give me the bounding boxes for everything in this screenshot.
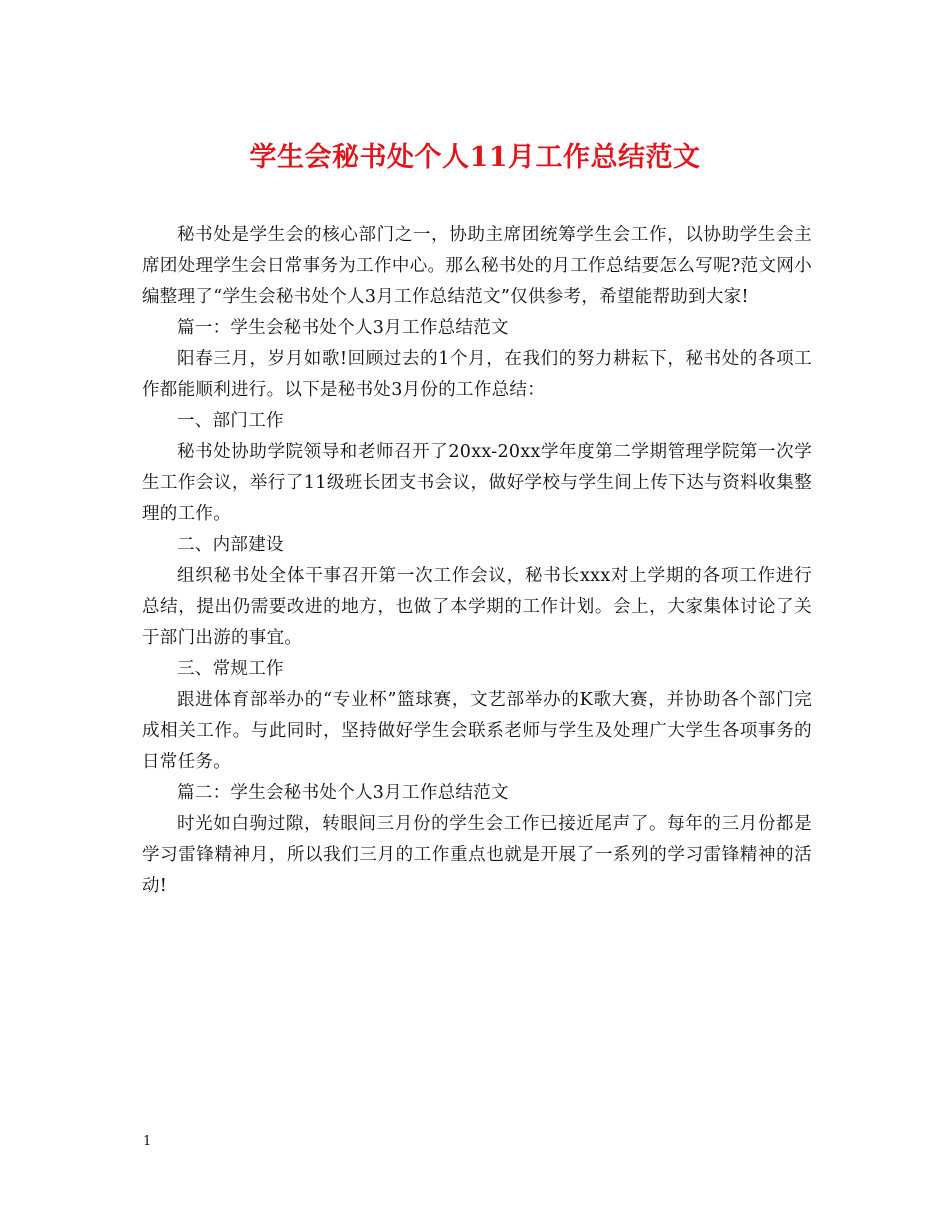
document-title: 学生会秘书处个人11月工作总结范文	[249, 142, 701, 173]
section-heading-part-two: 篇二：学生会秘书处个人3月工作总结范文	[177, 783, 509, 803]
page-number: 1	[143, 1134, 152, 1149]
paragraph-department-work: 秘书处协助学院领导和老师召开了20xx-20xx学年度第二学期管理学院第一次学生工作会议，举行了11级班长团支书会议，做好学校与学生间上传下达与资料收集整理的工作。	[142, 442, 812, 524]
paragraph-part-two-intro: 时光如白驹过隙，转眼间三月份的学生会工作已接近尾声了。每年的三月份都是学习雷锋精神月，所以我们三月的工作重点也就是开展了一系列的学习雷锋精神的活动!	[142, 814, 812, 896]
paragraph-part-one-intro: 阳春三月，岁月如歌!回顾过去的1个月，在我们的努力耕耘下，秘书处的各项工作都能顺利进行。以下是秘书处3月份的工作总结：	[142, 349, 812, 400]
paragraph-routine-work: 跟进体育部举办的“专业杯”篮球赛，文艺部举办的K歌大赛，并协助各个部门完成相关工作。与此同时，坚持做好学生会联系老师与学生及处理广大学生各项事务的日常任务。	[142, 690, 812, 772]
section-heading-routine-work: 三、常规工作	[177, 659, 284, 679]
section-heading-department-work: 一、部门工作	[177, 411, 284, 431]
paragraph-intro: 秘书处是学生会的核心部门之一，协助主席团统筹学生会工作，以协助学生会主席团处理学生会日常事务为工作中心。那么秘书处的月工作总结要怎么写呢?范文网小编整理了“学生会秘书处个人3月工作总结范文”仅供参考，希望能帮助到大家!	[142, 225, 812, 307]
document-body	[142, 220, 812, 902]
paragraph-internal-construction: 组织秘书处全体干事召开第一次工作会议，秘书长xxx对上学期的各项工作进行总结，提出仍需要改进的地方，也做了本学期的工作计划。会上，大家集体讨论了关于部门出游的事宜。	[142, 566, 812, 648]
section-heading-internal-construction: 二、内部建设	[177, 535, 284, 555]
section-heading-part-one: 篇一：学生会秘书处个人3月工作总结范文	[177, 318, 509, 338]
